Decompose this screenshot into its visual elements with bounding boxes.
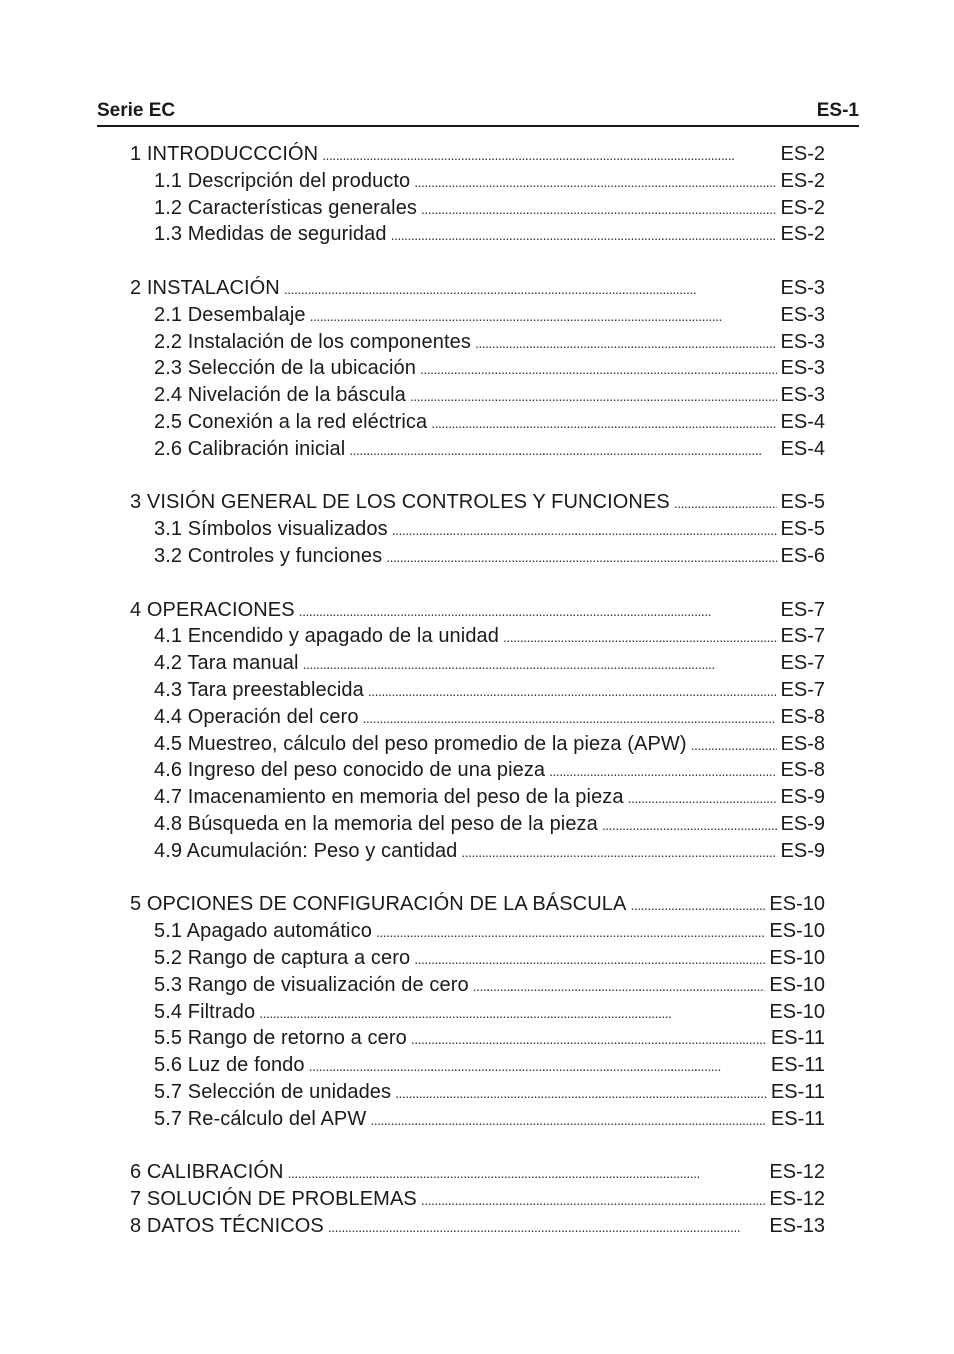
toc-entry-title: 4 OPERACIONES [130, 598, 295, 621]
toc-entry-page: ES-5 [780, 491, 825, 514]
dot-leader [414, 945, 765, 972]
toc-subsection-entry[interactable] [130, 757, 825, 784]
toc-subsection-entry[interactable] [130, 945, 825, 972]
dot-leader [299, 597, 777, 624]
toc-subsection-entry[interactable] [130, 1106, 825, 1133]
toc-entry-page: ES-8 [780, 705, 825, 728]
toc-entry-page: ES-9 [780, 839, 825, 862]
toc-entry-title: 1.2 Características generales [154, 196, 418, 219]
page-number: ES-1 [816, 100, 859, 121]
dot-leader [363, 704, 777, 731]
dot-leader [602, 811, 777, 838]
toc-entry-page: ES-11 [770, 1054, 825, 1077]
toc-entry-page: ES-10 [769, 946, 825, 969]
toc-entry-page: ES-11 [770, 1107, 825, 1130]
toc-entry-title: 2.6 Calibración inicial [154, 437, 346, 460]
dot-leader [303, 650, 777, 677]
toc-entry-page: ES-10 [769, 920, 825, 943]
dot-leader [322, 141, 776, 168]
toc-section-entry[interactable] [130, 141, 825, 168]
dot-leader [420, 355, 777, 382]
toc-entry-title: 5.3 Rango de visualización de cero [154, 973, 469, 996]
toc-entry-title: 1 INTRODUCCCIÓN [130, 143, 319, 165]
toc-entry-title: 2 INSTALACIÓN [130, 276, 280, 299]
dot-leader [461, 838, 776, 865]
toc-entry-title: 2.4 Nivelación de la báscula [154, 384, 406, 407]
toc-entry-title: 4.3 Tara preestablecida [154, 678, 364, 701]
dot-leader [284, 275, 777, 302]
toc-subsection-entry[interactable] [130, 972, 825, 999]
toc-entry-title: 4.7 Imacenamiento en memoria del peso de la pieza [154, 786, 624, 809]
toc-entry-page: ES-3 [780, 330, 825, 353]
dot-leader [414, 168, 776, 195]
toc-entry-page: ES-9 [780, 786, 825, 809]
toc-entry-title: 4.5 Muestreo, cálculo del peso promedio de la pieza (APW) [154, 732, 687, 755]
toc-entry-title: 4.4 Operación del cero [154, 705, 359, 728]
toc-subsection-entry[interactable] [130, 329, 825, 356]
dot-leader [376, 918, 765, 945]
toc-section-entry[interactable] [130, 489, 825, 516]
toc-subsection-entry[interactable] [130, 623, 825, 650]
toc-entry-page: ES-2 [780, 223, 825, 246]
dot-leader [288, 1159, 766, 1186]
toc-entry-title: 4.8 Búsqueda en la memoria del peso de la pieza [154, 812, 598, 835]
toc-section-entry[interactable] [130, 891, 825, 918]
toc-section-entry[interactable] [130, 1213, 825, 1240]
toc-entry-title: 3 VISIÓN GENERAL DE LOS CONTROLES Y FUNCIONES [130, 491, 670, 514]
dot-leader [309, 1052, 767, 1079]
toc-entry-title: 6 CALIBRACIÓN [130, 1161, 284, 1184]
dot-leader [549, 757, 776, 784]
dot-leader [410, 382, 777, 409]
toc-subsection-entry[interactable] [130, 784, 825, 811]
toc-entry-page: ES-6 [780, 544, 825, 567]
toc-section-entry[interactable] [130, 597, 825, 624]
dot-leader [370, 1106, 767, 1133]
toc-entry-page: ES-7 [780, 625, 825, 648]
dot-leader [259, 999, 765, 1026]
toc-subsection-entry[interactable] [130, 1079, 825, 1106]
toc-entry-page: ES-9 [780, 812, 825, 835]
toc-subsection-entry[interactable] [130, 543, 825, 570]
toc-entry-page: ES-4 [780, 410, 825, 433]
toc-entry-page: ES-10 [769, 893, 825, 916]
toc-entry-page: ES-12 [769, 1188, 825, 1211]
toc-subsection-entry[interactable] [130, 516, 825, 543]
toc-subsection-entry[interactable] [130, 382, 825, 409]
toc-entry-title: 5.1 Apagado automático [154, 920, 372, 943]
toc-subsection-entry[interactable] [130, 195, 825, 222]
toc-subsection-entry[interactable] [130, 704, 825, 731]
dot-leader [310, 302, 777, 329]
dot-leader [386, 543, 776, 570]
toc-entry-title: 5.5 Rango de retorno a cero [154, 1027, 407, 1050]
toc-subsection-entry[interactable] [130, 999, 825, 1026]
toc-entry-title: 5 OPCIONES DE CONFIGURACIÓN DE LA BÁSCULA [130, 893, 627, 916]
dot-leader [392, 516, 777, 543]
toc-section-entry[interactable] [130, 1186, 825, 1213]
dot-leader [421, 1186, 766, 1213]
toc-entry-title: 4.9 Acumulación: Peso y cantidad [154, 839, 458, 862]
dot-leader [473, 972, 766, 999]
toc-entry-title: 1.1 Descripción del producto [154, 169, 411, 192]
dot-leader [503, 623, 777, 650]
page-header [97, 98, 859, 127]
dot-leader [431, 409, 776, 436]
toc-entry-title: 4.2 Tara manual [154, 652, 299, 675]
toc-subsection-entry[interactable] [130, 811, 825, 838]
toc-subsection-entry[interactable] [130, 302, 825, 329]
toc-entry-page: ES-8 [780, 759, 825, 782]
toc-entry-page: ES-3 [780, 276, 825, 299]
toc-subsection-entry[interactable] [130, 838, 825, 865]
toc-entry-title: 3.2 Controles y funciones [154, 544, 383, 567]
toc-entry-page: ES-13 [769, 1214, 825, 1237]
toc-entry-title: 5.7 Selección de unidades [154, 1080, 392, 1103]
toc-entry-page: ES-5 [780, 518, 825, 541]
toc-subsection-entry[interactable] [130, 1025, 825, 1052]
toc-entry-page: ES-2 [780, 196, 825, 219]
toc-entry-page: ES-7 [780, 678, 825, 701]
toc-subsection-entry[interactable] [130, 918, 825, 945]
toc-section-entry[interactable] [130, 1159, 825, 1186]
toc-entry-page: ES-7 [780, 598, 825, 621]
dot-leader [349, 436, 776, 463]
dot-leader [411, 1025, 767, 1052]
toc-entry-title: 8 DATOS TÉCNICOS [130, 1214, 324, 1237]
dot-leader [628, 784, 777, 811]
toc-entry-title: 7 SOLUCIÓN DE PROBLEMAS [130, 1188, 417, 1211]
toc-entry-page: ES-12 [769, 1161, 825, 1184]
dot-leader [328, 1213, 766, 1240]
toc-subsection-entry[interactable] [130, 731, 825, 758]
toc-entry-title: 2.2 Instalación de los componentes [154, 330, 471, 353]
toc-entry-page: ES-7 [780, 652, 825, 675]
dot-leader [630, 891, 765, 918]
dot-leader [395, 1079, 767, 1106]
toc-entry-page: ES-3 [780, 357, 825, 380]
toc-entry-title: 2.3 Selección de la ubicación [154, 357, 416, 380]
toc-entry-title: 3.1 Símbolos visualizados [154, 518, 388, 541]
table-of-contents [130, 141, 825, 1240]
toc-entry-page: ES-8 [780, 732, 825, 755]
toc-subsection-entry[interactable] [130, 1052, 825, 1079]
series-title: Serie EC [97, 100, 176, 121]
toc-entry-page: ES-11 [770, 1080, 825, 1103]
toc-subsection-entry[interactable] [130, 168, 825, 195]
toc-entry-title: 5.6 Luz de fondo [154, 1054, 305, 1077]
dot-leader [691, 731, 777, 758]
dot-leader [475, 329, 777, 356]
toc-entry-title: 5.7 Re-cálculo del APW [154, 1107, 367, 1130]
toc-entry-title: 2.5 Conexión a la red eléctrica [154, 410, 428, 433]
toc-entry-title: 5.4 Filtrado [154, 1000, 256, 1023]
toc-entry-title: 1.3 Medidas de seguridad [154, 223, 387, 246]
toc-entry-title: 5.2 Rango de captura a cero [154, 946, 411, 969]
toc-entry-page: ES-3 [780, 303, 825, 326]
toc-entry-page: ES-3 [780, 384, 825, 407]
toc-entry-page: ES-2 [780, 169, 825, 192]
dot-leader [368, 677, 777, 704]
dot-leader [391, 221, 777, 248]
toc-entry-page: ES-4 [780, 437, 825, 460]
toc-subsection-entry[interactable] [130, 436, 825, 463]
dot-leader [421, 195, 777, 222]
toc-entry-page: ES-10 [769, 973, 825, 996]
toc-entry-title: 2.1 Desembalaje [154, 303, 306, 326]
toc-section-entry[interactable] [130, 275, 825, 302]
toc-subsection-entry[interactable] [130, 677, 825, 704]
toc-subsection-entry[interactable] [130, 409, 825, 436]
toc-subsection-entry[interactable] [130, 221, 825, 248]
toc-subsection-entry[interactable] [130, 650, 825, 677]
toc-entry-page: ES-10 [769, 1000, 825, 1023]
toc-entry-page: ES-11 [770, 1027, 825, 1050]
toc-subsection-entry[interactable] [130, 355, 825, 382]
toc-entry-title: 4.6 Ingreso del peso conocido de una pieza [154, 759, 546, 782]
dot-leader [674, 489, 777, 516]
toc-entry-title: 4.1 Encendido y apagado de la unidad [154, 625, 499, 648]
toc-entry-page: ES-2 [780, 143, 825, 165]
